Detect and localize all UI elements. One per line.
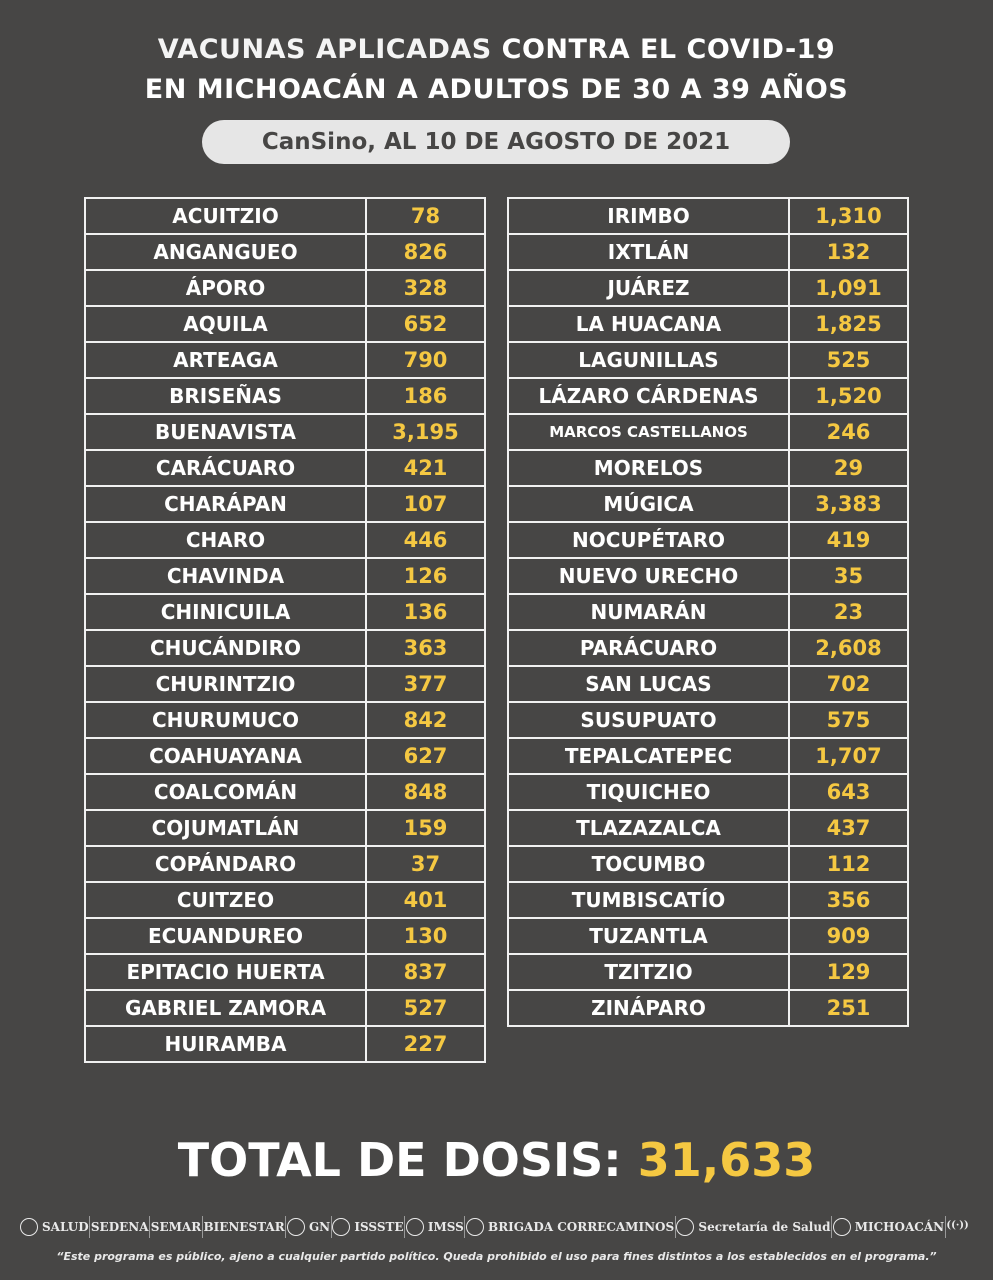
dose-count: 2,608 xyxy=(789,630,908,666)
table-row xyxy=(508,558,908,594)
right-table xyxy=(507,197,909,1027)
title-line-1-light: VACUNAS APLICADAS xyxy=(157,34,492,65)
logo-item xyxy=(466,1218,674,1236)
table-row xyxy=(85,558,485,594)
municipality-name: LA HUACANA xyxy=(508,306,789,342)
dose-count: 837 xyxy=(366,954,485,990)
table-row xyxy=(508,774,908,810)
brigada-icon xyxy=(466,1218,484,1236)
table-row xyxy=(508,342,908,378)
logo-item xyxy=(20,1218,89,1236)
footer-disclaimer: “Este programa es público, ajeno a cualquier partido político. Queda prohibido el uso para fines distintos a los establecidos en el programa.” xyxy=(56,1250,937,1263)
dose-count: 129 xyxy=(789,954,908,990)
logo-text: ISSSTE xyxy=(354,1220,404,1234)
title-line-1-bold: CONTRA EL COVID-19 xyxy=(501,34,836,65)
dose-count: 37 xyxy=(366,846,485,882)
dose-count: 1,310 xyxy=(789,198,908,234)
dose-count: 627 xyxy=(366,738,485,774)
logo-item xyxy=(676,1218,830,1236)
table-row xyxy=(85,774,485,810)
municipality-name: COAHUAYANA xyxy=(85,738,366,774)
table-row xyxy=(508,486,908,522)
table-row xyxy=(508,522,908,558)
dose-count: 401 xyxy=(366,882,485,918)
municipality-name: TLAZAZALCA xyxy=(508,810,789,846)
logo-text: Secretaría de Salud xyxy=(698,1220,831,1234)
total-label: TOTAL DE DOSIS: xyxy=(177,1133,622,1187)
table-row xyxy=(85,666,485,702)
municipality-name: CUITZEO xyxy=(85,882,366,918)
dose-count: 130 xyxy=(366,918,485,954)
table-row xyxy=(85,270,485,306)
logo-item xyxy=(91,1220,149,1234)
dose-count: 1,825 xyxy=(789,306,908,342)
logo-item xyxy=(151,1220,201,1234)
table-row xyxy=(85,234,485,270)
table-row xyxy=(508,270,908,306)
table-row xyxy=(508,918,908,954)
dose-count: 159 xyxy=(366,810,485,846)
table-row xyxy=(508,306,908,342)
dose-count: 107 xyxy=(366,486,485,522)
logo-text: SEDENA xyxy=(90,1220,149,1234)
municipality-name: CHURINTZIO xyxy=(85,666,366,702)
municipality-name: COPÁNDARO xyxy=(85,846,366,882)
municipality-name: COJUMATLÁN xyxy=(85,810,366,846)
table-row xyxy=(85,990,485,1026)
dose-count: 419 xyxy=(789,522,908,558)
municipality-name: COALCOMÁN xyxy=(85,774,366,810)
dose-count: 246 xyxy=(789,414,908,450)
municipality-name: ANGANGUEO xyxy=(85,234,366,270)
logo-item xyxy=(332,1218,403,1236)
dose-count: 35 xyxy=(789,558,908,594)
municipality-name: HUIRAMBA xyxy=(85,1026,366,1062)
municipality-name: PARÁCUARO xyxy=(508,630,789,666)
logo-item xyxy=(406,1218,464,1236)
radio-waves-icon: ((·)) xyxy=(946,1220,969,1231)
table-row xyxy=(85,738,485,774)
table-row xyxy=(508,450,908,486)
municipality-name: BRISEÑAS xyxy=(85,378,366,414)
logo-text: MICHOACÁN xyxy=(854,1220,945,1234)
michoacan-crest-icon xyxy=(676,1218,694,1236)
logo-item xyxy=(946,1218,972,1236)
logo-strip xyxy=(20,1212,973,1242)
municipality-name: SAN LUCAS xyxy=(508,666,789,702)
municipality-name: ARTEAGA xyxy=(85,342,366,378)
dose-count: 3,383 xyxy=(789,486,908,522)
dose-count: 251 xyxy=(789,990,908,1026)
table-row xyxy=(508,666,908,702)
municipality-name: CHUCÁNDIRO xyxy=(85,630,366,666)
table-row xyxy=(508,414,908,450)
municipality-name: SUSUPUATO xyxy=(508,702,789,738)
dose-count: 652 xyxy=(366,306,485,342)
municipality-name: CHARO xyxy=(85,522,366,558)
dose-count: 186 xyxy=(366,378,485,414)
table-row xyxy=(508,810,908,846)
table-row xyxy=(85,810,485,846)
logo-text: GN xyxy=(308,1220,331,1234)
title-line-2: EN MICHOACÁN A ADULTOS DE 30 A 39 AÑOS xyxy=(144,74,849,105)
table-row xyxy=(508,738,908,774)
table-row xyxy=(508,882,908,918)
page-title xyxy=(0,30,993,110)
logo-text: BIENESTAR xyxy=(203,1220,285,1234)
municipality-name: EPITACIO HUERTA xyxy=(85,954,366,990)
imss-icon xyxy=(406,1218,424,1236)
municipality-name: LAGUNILLAS xyxy=(508,342,789,378)
municipality-name: GABRIEL ZAMORA xyxy=(85,990,366,1026)
title-line-1 xyxy=(0,30,993,70)
municipality-name: CARÁCUARO xyxy=(85,450,366,486)
municipality-name: BUENAVISTA xyxy=(85,414,366,450)
municipality-name: AQUILA xyxy=(85,306,366,342)
municipality-name: LÁZARO CÁRDENAS xyxy=(508,378,789,414)
table-row xyxy=(85,594,485,630)
municipality-name: TIQUICHEO xyxy=(508,774,789,810)
table-row xyxy=(85,414,485,450)
municipality-name: TZITZIO xyxy=(508,954,789,990)
table-row xyxy=(85,342,485,378)
dose-count: 909 xyxy=(789,918,908,954)
dose-count: 126 xyxy=(366,558,485,594)
dose-count: 136 xyxy=(366,594,485,630)
dose-count: 446 xyxy=(366,522,485,558)
dose-count: 527 xyxy=(366,990,485,1026)
dose-count: 78 xyxy=(366,198,485,234)
table-row xyxy=(85,378,485,414)
municipality-name: MÚGICA xyxy=(508,486,789,522)
dose-count: 437 xyxy=(789,810,908,846)
table-row xyxy=(508,954,908,990)
dose-count: 421 xyxy=(366,450,485,486)
table-row xyxy=(85,846,485,882)
municipality-name: JUÁREZ xyxy=(508,270,789,306)
municipality-name: TEPALCATEPEC xyxy=(508,738,789,774)
dose-count: 23 xyxy=(789,594,908,630)
table-row xyxy=(508,378,908,414)
table-row xyxy=(508,990,908,1026)
municipality-name: TUZANTLA xyxy=(508,918,789,954)
table-row xyxy=(85,486,485,522)
municipality-name: NUMARÁN xyxy=(508,594,789,630)
table-row xyxy=(85,882,485,918)
mexico-seal-icon xyxy=(20,1218,38,1236)
dose-count: 112 xyxy=(789,846,908,882)
logo-text: SEMAR xyxy=(150,1220,202,1234)
dose-count: 363 xyxy=(366,630,485,666)
dose-count: 848 xyxy=(366,774,485,810)
municipality-name: NUEVO URECHO xyxy=(508,558,789,594)
municipality-name: CHINICUILA xyxy=(85,594,366,630)
table-row xyxy=(85,522,485,558)
dose-count: 377 xyxy=(366,666,485,702)
table-row xyxy=(508,594,908,630)
table-row xyxy=(85,1026,485,1062)
municipality-name: CHURUMUCO xyxy=(85,702,366,738)
dose-count: 575 xyxy=(789,702,908,738)
dose-count: 29 xyxy=(789,450,908,486)
left-table xyxy=(84,197,486,1063)
dose-count: 1,520 xyxy=(789,378,908,414)
table-row xyxy=(508,234,908,270)
logo-text: SALUD xyxy=(42,1220,89,1234)
dose-count: 702 xyxy=(789,666,908,702)
issste-icon xyxy=(332,1218,350,1236)
logo-item xyxy=(833,1218,944,1236)
table-row xyxy=(85,630,485,666)
municipality-name: TOCUMBO xyxy=(508,846,789,882)
dose-count: 356 xyxy=(789,882,908,918)
municipality-name: ACUITZIO xyxy=(85,198,366,234)
logo-text: IMSS xyxy=(427,1220,464,1234)
total-doses xyxy=(0,1130,993,1190)
table-row xyxy=(508,630,908,666)
municipality-name: MARCOS CASTELLANOS xyxy=(508,414,789,450)
municipality-name: CHAVINDA xyxy=(85,558,366,594)
guardia-nacional-seal-icon xyxy=(287,1218,305,1236)
table-row xyxy=(85,198,485,234)
table-row xyxy=(85,918,485,954)
table-row xyxy=(508,198,908,234)
table-row xyxy=(85,954,485,990)
logo-text: BRIGADA CORRECAMINOS xyxy=(488,1220,675,1234)
dose-count: 1,091 xyxy=(789,270,908,306)
dose-count: 132 xyxy=(789,234,908,270)
municipality-name: MORELOS xyxy=(508,450,789,486)
table-row xyxy=(85,450,485,486)
table-row xyxy=(508,846,908,882)
dose-count: 1,707 xyxy=(789,738,908,774)
dose-count: 842 xyxy=(366,702,485,738)
municipality-name: CHARÁPAN xyxy=(85,486,366,522)
michoacan-logo-icon xyxy=(833,1218,851,1236)
dose-count: 790 xyxy=(366,342,485,378)
dose-count: 328 xyxy=(366,270,485,306)
municipality-name: NOCUPÉTARO xyxy=(508,522,789,558)
dose-count: 3,195 xyxy=(366,414,485,450)
table-row xyxy=(85,702,485,738)
logo-item xyxy=(203,1220,284,1234)
municipality-name: ZINÁPARO xyxy=(508,990,789,1026)
municipality-name: ÁPORO xyxy=(85,270,366,306)
municipality-name: IRIMBO xyxy=(508,198,789,234)
subtitle-pill: CanSino, AL 10 DE AGOSTO DE 2021 xyxy=(202,120,790,164)
table-row xyxy=(85,306,485,342)
dose-count: 826 xyxy=(366,234,485,270)
municipality-name: ECUANDUREO xyxy=(85,918,366,954)
dose-count: 227 xyxy=(366,1026,485,1062)
municipality-name: IXTLÁN xyxy=(508,234,789,270)
table-row xyxy=(508,702,908,738)
dose-count: 643 xyxy=(789,774,908,810)
logo-item xyxy=(287,1218,330,1236)
dose-count: 525 xyxy=(789,342,908,378)
total-value: 31,633 xyxy=(637,1133,816,1187)
municipality-name: TUMBISCATÍO xyxy=(508,882,789,918)
